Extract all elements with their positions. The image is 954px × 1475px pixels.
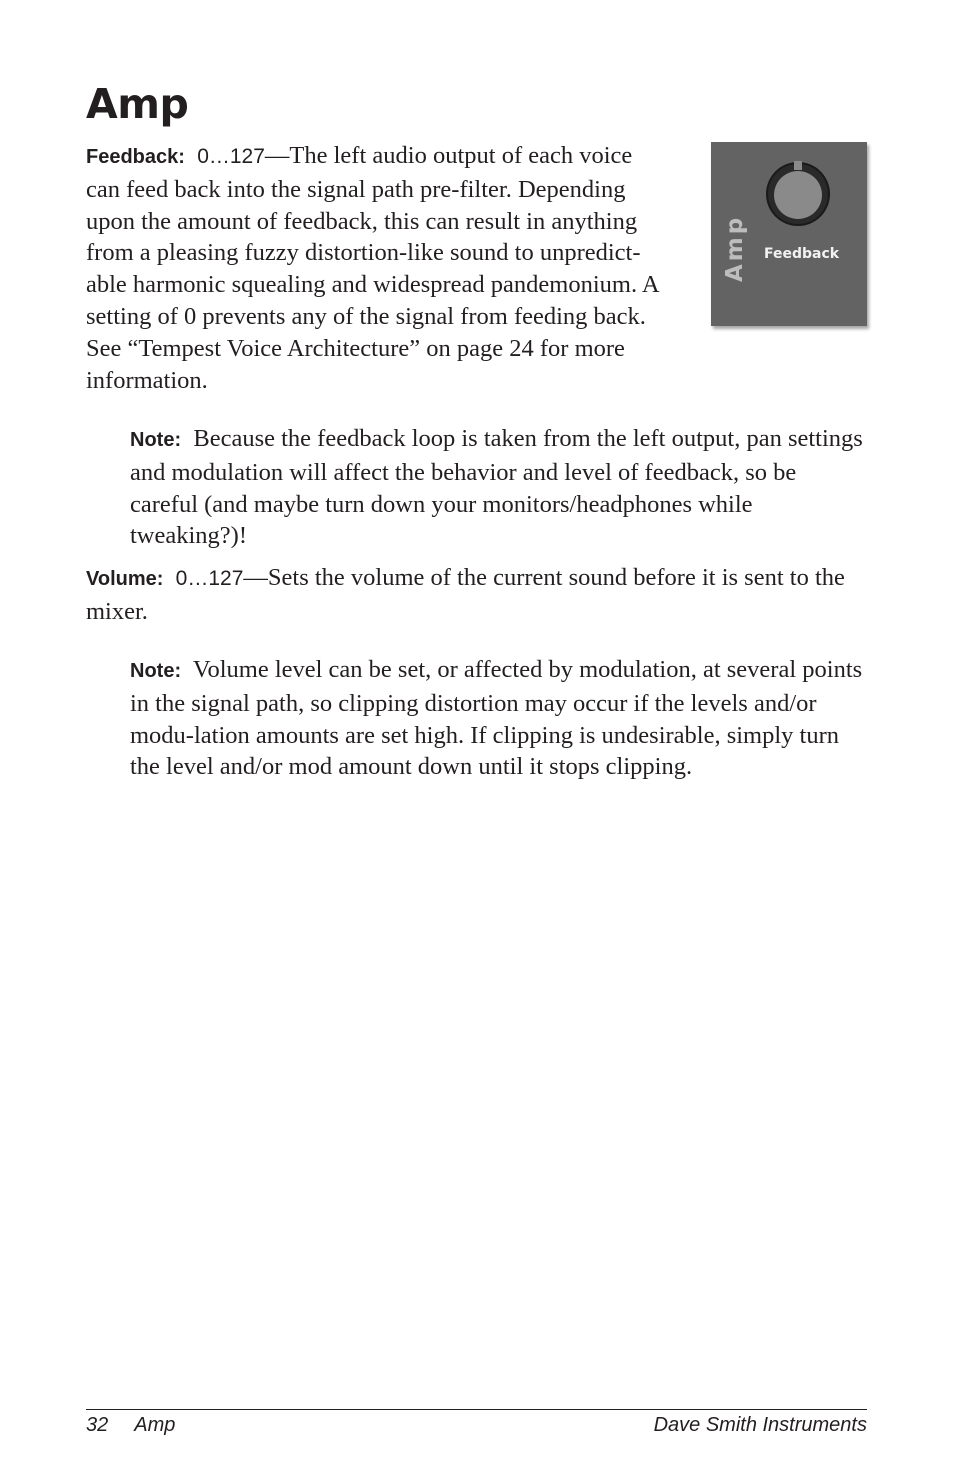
feedback-term: Feedback: bbox=[86, 146, 185, 168]
feedback-range: 0…127 bbox=[197, 145, 265, 168]
note-term: Note: bbox=[130, 660, 182, 682]
footer-section: Amp bbox=[134, 1414, 176, 1436]
note-feedback bbox=[130, 423, 870, 552]
footer-rule bbox=[86, 1409, 867, 1410]
knob-icon bbox=[763, 159, 833, 229]
volume-term: Volume: bbox=[86, 568, 164, 590]
panel-section-label: Amp bbox=[722, 214, 748, 282]
footer-publisher: Dave Smith Instruments bbox=[653, 1414, 867, 1436]
volume-description: —Sets the volume of the current sound before it is sent to the mixer. bbox=[86, 564, 845, 625]
feedback-paragraph bbox=[86, 140, 666, 396]
volume-range: 0…127 bbox=[175, 567, 244, 590]
page-title: Amp bbox=[86, 80, 189, 128]
amp-panel-illustration bbox=[711, 142, 867, 326]
note-volume bbox=[130, 654, 875, 783]
footer-left bbox=[86, 1412, 175, 1438]
note-text: Because the feedback loop is taken from the left output, pan settings and modulation will affect the behavior and level of feedback, so be careful (and maybe turn down your monitors/headphones while tweaking?)! bbox=[130, 425, 863, 550]
note-term: Note: bbox=[130, 429, 182, 451]
volume-paragraph bbox=[86, 562, 876, 628]
knob-label-feedback: Feedback bbox=[764, 246, 840, 262]
page-number: 32 bbox=[86, 1414, 109, 1436]
feedback-description: —The left audio output of each voice can feed back into the signal path pre-filter. Depending upon the amount of feedback, this can result in anything from a pleasing fuzzy distortion-like sound to unpredict-able harmonic squealing and widespread pandemonium. A setting of 0 prevents any of the signal from feeding back. See “Tempest Voice Architecture” on page 24 for more information. bbox=[86, 142, 659, 394]
note-text: Volume level can be set, or affected by modulation, at several points in the signal path, so clipping distortion may occur if the levels and/or modu-lation amounts are set high. If clipping is undesirable, simply turn the level and/or mod amount down until it stops clipping. bbox=[130, 656, 863, 781]
